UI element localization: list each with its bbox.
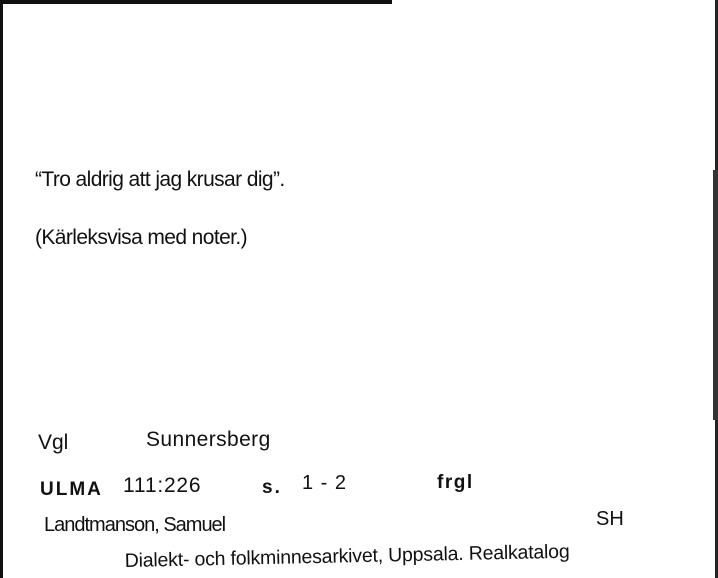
card-right-edge-shadow	[713, 170, 718, 420]
archive-reference: 111:226	[123, 474, 202, 497]
initials: SH	[596, 508, 624, 530]
vgl-value: Sunnersberg	[146, 428, 271, 451]
pages-value: 1 - 2	[302, 472, 348, 494]
card-top-edge	[0, 0, 392, 4]
vgl-label: Vgl	[38, 431, 69, 454]
card-subtitle: (Kärleksvisa med noter.)	[35, 226, 248, 249]
card-title: “Tro aldrig att jag krusar dig”.	[35, 168, 285, 191]
category-code: frgl	[437, 472, 474, 493]
archive-code: ULMA	[40, 479, 103, 500]
pages-label: s.	[262, 477, 282, 498]
collector-name: Landtmanson, Samuel	[44, 514, 226, 536]
card-left-edge	[0, 0, 3, 578]
archive-footer: Dialekt- och folkminnesarkivet, Uppsala. Realkatalog	[124, 540, 570, 573]
